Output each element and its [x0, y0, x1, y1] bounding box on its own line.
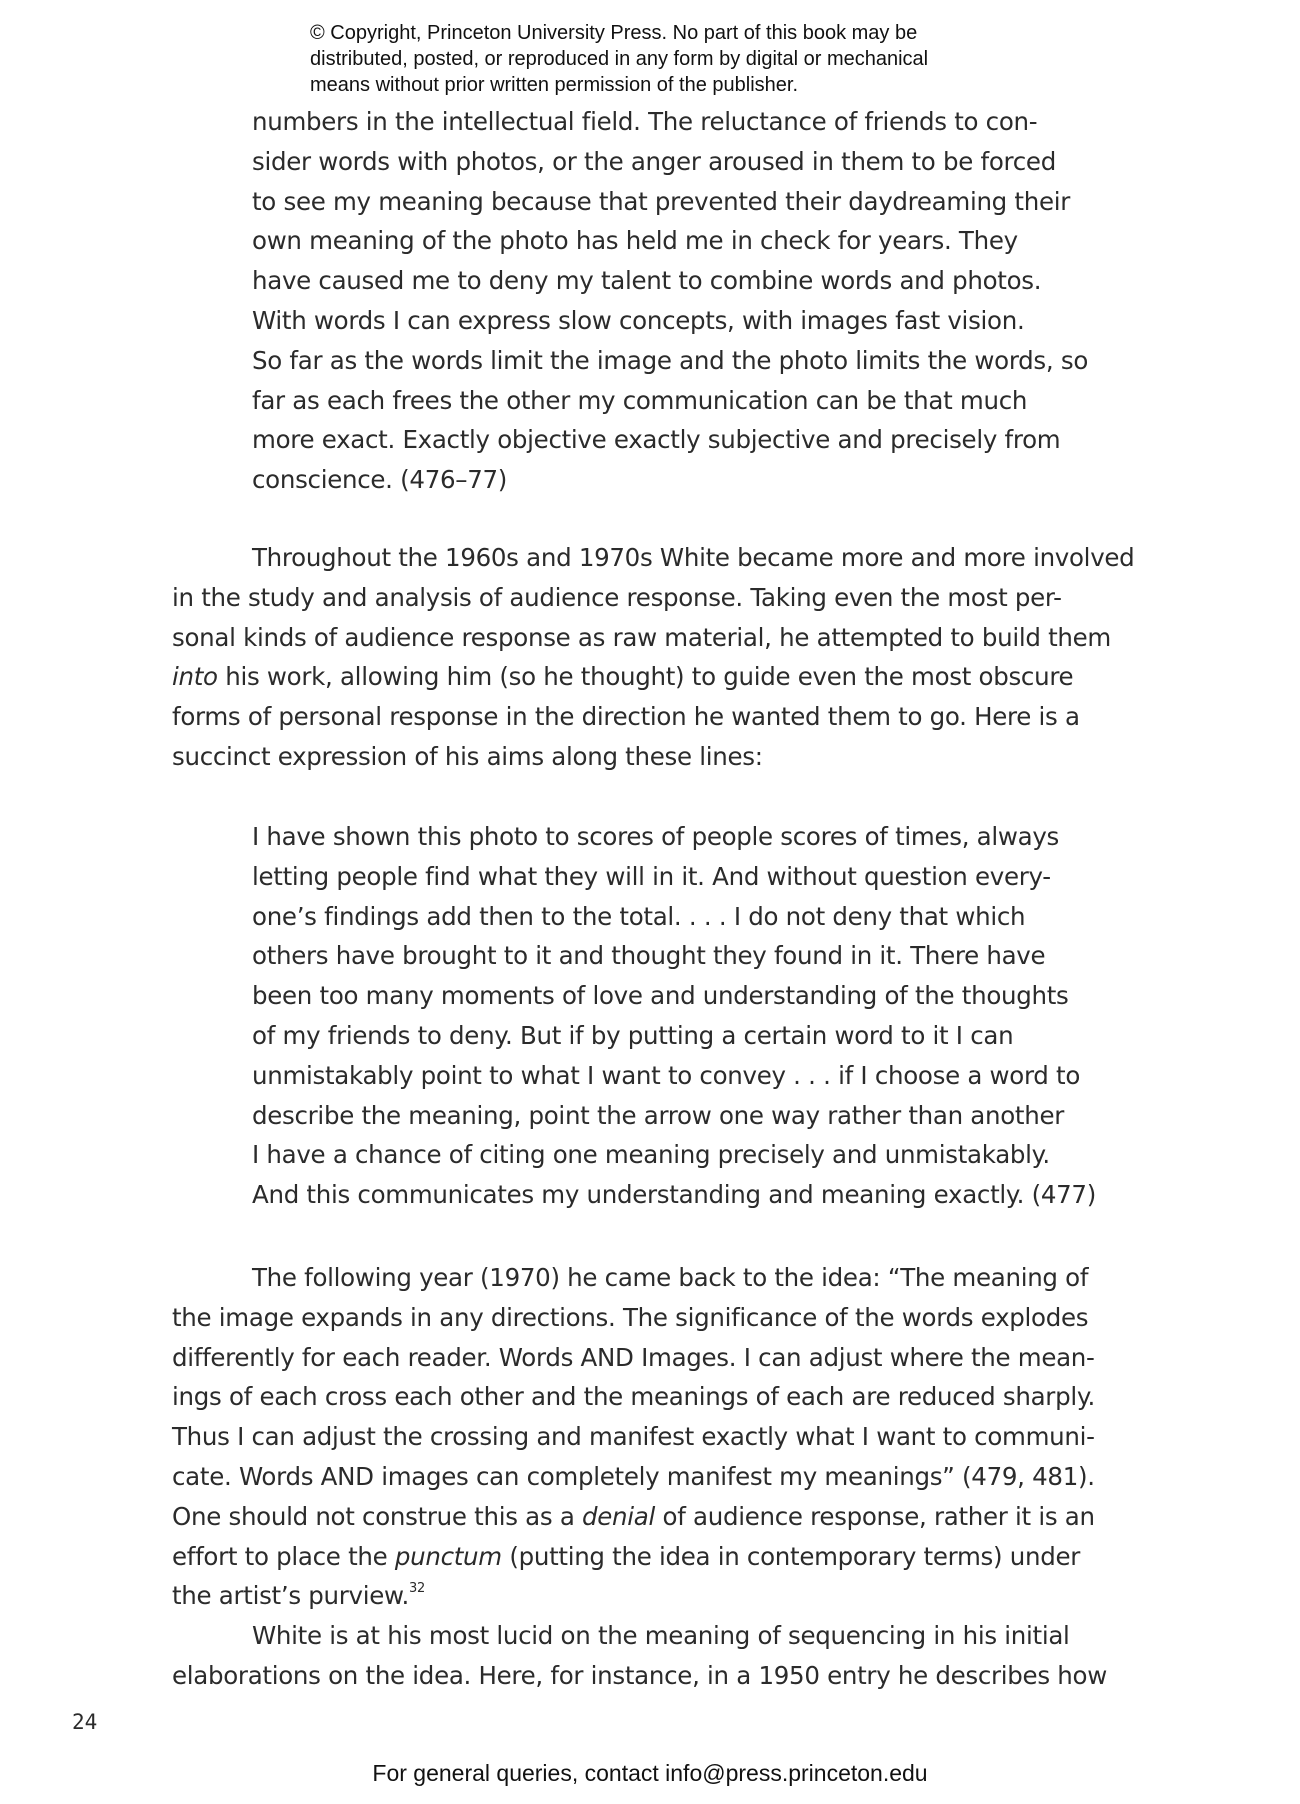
paragraph-line: White is at his most lucid on the meaning of sequencing in his initial: [252, 1621, 1070, 1650]
quote-line: I have shown this photo to scores of people scores of times, always: [252, 822, 1060, 851]
paragraph-text: effort to place the: [172, 1541, 395, 1571]
quote-line: letting people find what they will in it. And without question every-: [252, 861, 1051, 891]
emphasis-denial: denial: [582, 1501, 656, 1531]
paragraph-line: the image expands in any directions. The significance of the words explodes: [172, 1302, 1089, 1332]
quote-line: sider words with photos, or the anger aroused in them to be forced: [252, 146, 1056, 176]
paragraph-text: (putting the idea in contemporary terms) under: [501, 1541, 1080, 1571]
block-quote-2: [252, 817, 1096, 1215]
footnote-marker[interactable]: 32: [409, 1581, 425, 1597]
quote-line: describe the meaning, point the arrow one way rather than another: [252, 1100, 1065, 1130]
paragraph-text: of audience response, rather it is an: [655, 1501, 1095, 1531]
paragraph-line: cate. Words AND images can completely manifest my meanings” (479, 481).: [172, 1461, 1095, 1491]
quote-line: to see my meaning because that prevented their daydreaming their: [252, 186, 1071, 216]
paragraph-text: One should not construe this as a: [172, 1501, 583, 1531]
paragraph-line: elaborations on the idea. Here, for instance, in a 1950 entry he describes how: [172, 1660, 1107, 1690]
block-quote-1: [252, 102, 1088, 500]
paragraph-line: ings of each cross each other and the meanings of each are reduced sharply.: [172, 1382, 1096, 1412]
copyright-line: distributed, posted, or reproduced in any form by digital or mechanical: [310, 48, 929, 70]
footer-contact: For general queries, contact info@press.princeton.edu: [372, 1760, 928, 1786]
quote-line: of my friends to deny. But if by putting a certain word to it I can: [252, 1020, 1014, 1050]
paragraph-line: forms of personal response in the direction he wanted them to go. Here is a: [172, 702, 1080, 732]
quote-line: conscience. (476–77): [252, 465, 508, 495]
paragraph-1: [172, 538, 1134, 777]
paragraph-text: his work, allowing him (so he thought) to guide even the most obscure: [217, 662, 1074, 692]
page-number: 24: [72, 1710, 98, 1734]
paragraph-line: [172, 1497, 1095, 1537]
paragraph-line: Throughout the 1960s and 1970s White became more and more involved: [252, 543, 1135, 572]
emphasis-punctum: punctum: [394, 1541, 502, 1571]
paragraph-line: The following year (1970) he came back to the idea: “The meaning of: [252, 1263, 1089, 1292]
paragraph-line: succinct expression of his aims along these lines:: [172, 741, 763, 771]
quote-line: numbers in the intellectual field. The reluctance of friends to con-: [252, 107, 1038, 136]
quote-line: been too many moments of love and understanding of the thoughts: [252, 981, 1069, 1011]
paragraph-line: [172, 1576, 1095, 1616]
quote-line: far as each frees the other my communication can be that much: [252, 385, 1028, 415]
quote-line: And this communicates my understanding and meaning exactly. (477): [252, 1180, 1096, 1210]
paragraph-line: [172, 657, 1134, 697]
emphasis-into: into: [172, 662, 218, 692]
paragraph-line: sonal kinds of audience response as raw material, he attempted to build them: [172, 622, 1111, 652]
quote-line: one’s findings add then to the total. . . . I do not deny that which: [252, 901, 1026, 931]
quote-line: more exact. Exactly objective exactly subjective and precisely from: [252, 425, 1061, 455]
paragraph-line: [172, 1537, 1095, 1577]
paragraph-2: [172, 1258, 1095, 1616]
paragraph-3: [172, 1616, 1107, 1696]
paragraph-line: differently for each reader. Words AND Images. I can adjust where the mean-: [172, 1342, 1095, 1372]
copyright-notice: [310, 20, 1030, 98]
paragraph-line: in the study and analysis of audience response. Taking even the most per-: [172, 582, 1062, 612]
quote-line: I have a chance of citing one meaning precisely and unmistakably.: [252, 1140, 1050, 1170]
paragraph-text: the artist’s purview.: [172, 1581, 410, 1611]
copyright-line: means without prior written permission of the publisher.: [310, 74, 799, 96]
quote-line: others have brought to it and thought they found in it. There have: [252, 941, 1046, 971]
quote-line: have caused me to deny my talent to combine words and photos.: [252, 266, 1042, 296]
quote-line: own meaning of the photo has held me in check for years. They: [252, 226, 1018, 256]
quote-line: unmistakably point to what I want to convey . . . if I choose a word to: [252, 1060, 1081, 1090]
quote-line: So far as the words limit the image and the photo limits the words, so: [252, 345, 1089, 375]
quote-line: With words I can express slow concepts, with images fast vision.: [252, 305, 1025, 335]
paragraph-line: Thus I can adjust the crossing and manifest exactly what I want to communi-: [172, 1422, 1095, 1452]
copyright-line: © Copyright, Princeton University Press. No part of this book may be: [310, 22, 918, 44]
